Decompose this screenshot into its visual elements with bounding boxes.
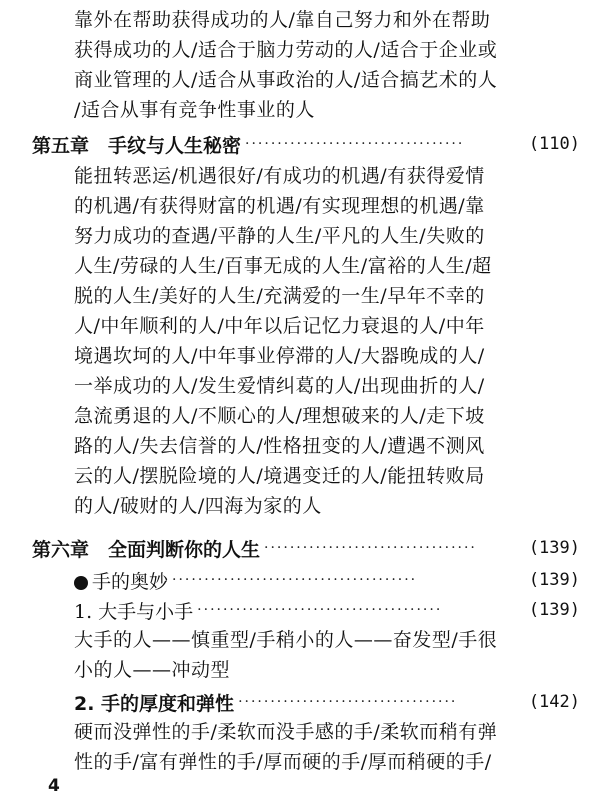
toc-entry-chapter5[interactable] [32, 130, 580, 158]
continued-text-line: 靠外在帮助获得成功的人/靠自己努力和外在帮助 [74, 9, 491, 31]
page-number: (139) [528, 600, 580, 620]
bullet-icon [74, 576, 88, 590]
item-title: 2. 手的厚度和弹性 [74, 692, 235, 715]
chapter-body-line: 人生/劳碌的人生/百事无成的人生/富裕的人生/超 [74, 255, 492, 277]
continued-text-line: 商业管理的人/适合从事政治的人/适合搞艺术的人 [74, 69, 498, 91]
chapter-body-line: 云的人/摆脱险境的人/境遇变迁的人/能扭转败局 [74, 465, 485, 487]
item-body-line: 小的人——冲动型 [74, 659, 231, 681]
page-number: (142) [528, 692, 580, 712]
toc-entry-chapter6[interactable] [32, 534, 580, 562]
leader-dots: ······································ [197, 602, 443, 618]
chapter-body-line: 一举成功的人/发生爱情纠葛的人/出现曲折的人/ [74, 375, 485, 397]
leader-dots: ·································· [238, 694, 458, 710]
leader-dots: ·································· [245, 136, 465, 152]
page-number: (139) [528, 538, 580, 558]
chapter-body-line: 能扭转恶运/机遇很好/有成功的机遇/有获得爱情 [74, 165, 485, 187]
chapter-body-line: 努力成功的查遇/平静的人生/平凡的人生/失败的 [74, 225, 485, 247]
leader-dots: ······································ [172, 572, 418, 588]
continued-text-line: 获得成功的人/适合于脑力劳动的人/适合于企业或 [74, 39, 498, 61]
chapter-title: 第六章 全面判断你的人生 [32, 538, 261, 561]
page-number: (139) [528, 570, 580, 590]
page-folio: 4 [48, 776, 60, 796]
toc-entry-item-1[interactable] [74, 596, 580, 624]
toc-entry-section[interactable] [74, 566, 580, 594]
chapter-body-line: 境遇坎坷的人/中年事业停滞的人/大器晚成的人/ [74, 345, 485, 367]
page-number: (110) [528, 134, 580, 154]
item-body-line: 大手的人——慎重型/手稍小的人——奋发型/手很 [74, 629, 498, 651]
continued-text-line: /适合从事有竞争性事业的人 [74, 99, 315, 121]
item-body-line: 性的手/富有弹性的手/厚而硬的手/厚而稍硬的手/ [74, 751, 492, 773]
leader-dots: ································· [264, 540, 477, 556]
chapter-body-line: 人/中年顺利的人/中年以后记忆力衰退的人/中年 [74, 315, 485, 337]
item-body-line: 硬而没弹性的手/柔软而没手感的手/柔软而稍有弹 [74, 721, 498, 743]
item-title: 1. 大手与小手 [74, 600, 194, 623]
toc-entry-item-2[interactable] [74, 688, 580, 716]
chapter-body-line: 的人/破财的人/四海为家的人 [74, 495, 322, 517]
chapter-body-line: 路的人/失去信誉的人/性格扭变的人/遭遇不测风 [74, 435, 485, 457]
section-title: 手的奥妙 [92, 570, 169, 593]
chapter-body-line: 脱的人生/美好的人生/充满爱的一生/早年不幸的 [74, 285, 485, 307]
chapter-body-line: 急流勇退的人/不顺心的人/理想破来的人/走下坡 [74, 405, 485, 427]
chapter-body-line: 的机遇/有获得财富的机遇/有实现理想的机遇/靠 [74, 195, 485, 217]
chapter-title: 第五章 手纹与人生秘密 [32, 134, 242, 157]
